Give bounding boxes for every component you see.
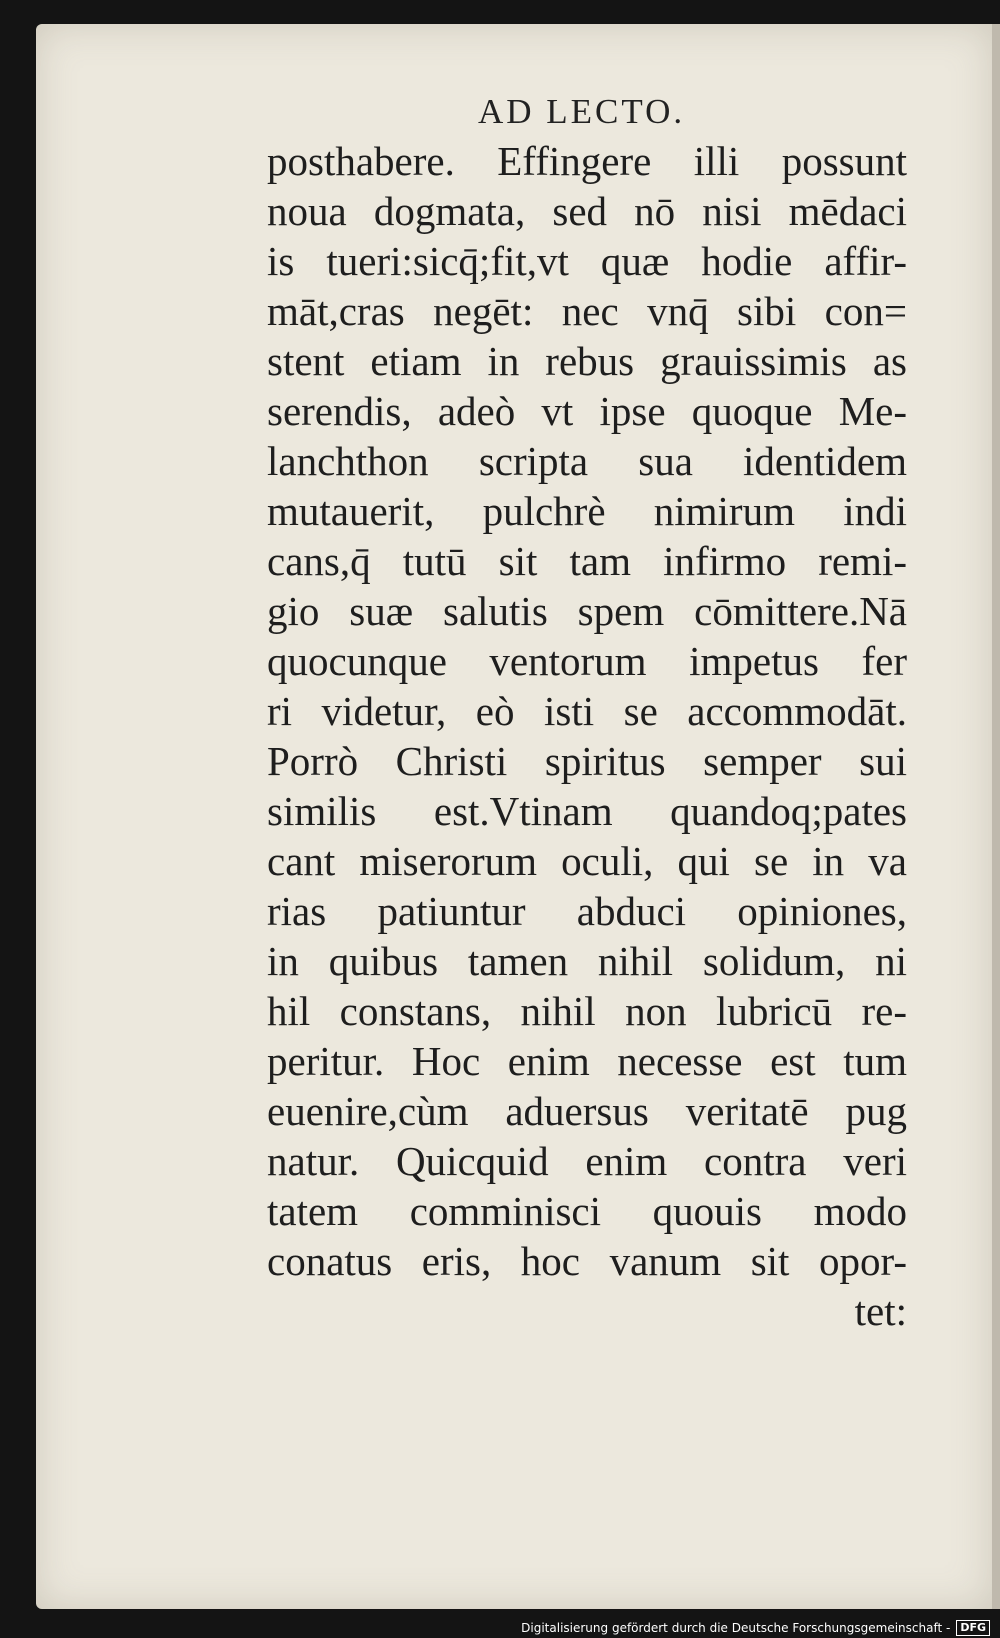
dfg-logo: DFG: [956, 1620, 990, 1636]
catchword: tet:: [854, 1288, 907, 1334]
text-line: natur. Quicquid enim contra veri: [267, 1138, 907, 1184]
text-line: cant miserorum oculi, qui se in va: [267, 838, 907, 884]
text-line: similis est.Vtinam quandoq;pates: [267, 788, 907, 834]
text-line: hil constans, nihil non lubricū re-: [267, 988, 907, 1034]
text-line: mutauerit, pulchrè nimirum indi: [267, 488, 907, 534]
text-line: is tueri:sicq̄;fit,vt quæ hodie affir-: [267, 238, 907, 284]
text-line: ri videtur, eò isti se accommodāt.: [267, 688, 907, 734]
digitization-credit: [521, 1620, 990, 1636]
text-line: māt,cras negēt: nec vnq̄ sibi con=: [267, 288, 907, 334]
text-line: posthabere. Effingere illi possunt: [267, 138, 907, 184]
text-line: Porrò Christi spiritus semper sui: [267, 738, 907, 784]
credit-text: Digitalisierung gefördert durch die Deutsche Forschungsgemeinschaft -: [521, 1621, 951, 1635]
text-line: quocunque ventorum impetus fer: [267, 638, 907, 684]
text-line: rias patiuntur abduci opiniones,: [267, 888, 907, 934]
text-line: lanchthon scripta sua identidem: [267, 438, 907, 484]
text-line: peritur. Hoc enim necesse est tum: [267, 1038, 907, 1084]
text-line: noua dogmata, sed nō nisi mēdaci: [267, 188, 907, 234]
text-line: cans,q̄ tutū sit tam infirmo remi-: [267, 538, 907, 584]
text-line: conatus eris, hoc vanum sit opor-: [267, 1238, 907, 1284]
text-line: in quibus tamen nihil solidum, ni: [267, 938, 907, 984]
body-text: [267, 136, 907, 1336]
text-line: serendis, adeò vt ipse quoque Me-: [267, 388, 907, 434]
text-line: tatem comminisci quouis modo: [267, 1188, 907, 1234]
running-title: AD LECTO.: [478, 92, 686, 131]
text-line: gio suæ salutis spem cōmittere.Nā: [267, 588, 907, 634]
text-line: euenire,cùm aduersus veritatē pug: [267, 1088, 907, 1134]
text-line: stent etiam in rebus grauissimis as: [267, 338, 907, 384]
page-edge: [992, 24, 1000, 1609]
